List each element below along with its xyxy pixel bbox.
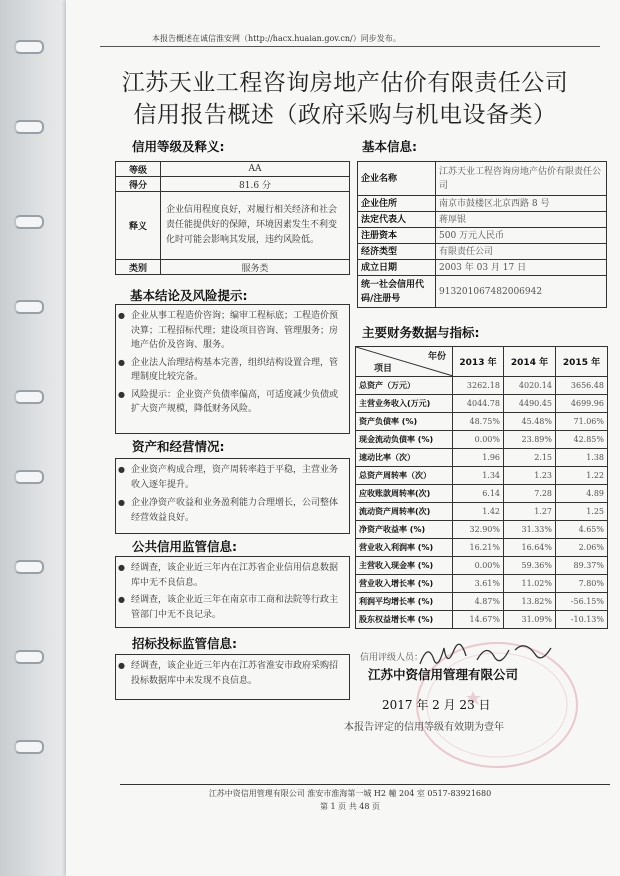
finance-value: 3262.18 bbox=[453, 377, 504, 395]
finance-label: 营业收入增长率 (%) bbox=[356, 575, 453, 593]
finance-row bbox=[356, 449, 608, 467]
public-credit-box bbox=[115, 556, 350, 628]
report-title-line1: 江苏天业工程咨询房地产估价有限责任公司 bbox=[121, 70, 569, 96]
finance-value: 7.80% bbox=[556, 575, 608, 593]
finance-row bbox=[356, 611, 608, 629]
operations-heading: 资产和经营情况: bbox=[132, 439, 225, 454]
finance-row bbox=[356, 413, 608, 431]
finance-label: 主营业务收入(万元) bbox=[356, 395, 453, 413]
report-date: 2017 年 2 月 23 日 bbox=[382, 698, 491, 712]
binder-ring bbox=[14, 215, 44, 229]
finance-value: 4020.14 bbox=[504, 377, 556, 395]
basic-label: 注册资本 bbox=[358, 228, 436, 244]
basic-label: 经济类型 bbox=[358, 244, 436, 260]
finance-value: 4490.45 bbox=[504, 395, 556, 413]
finance-value: 0.00% bbox=[453, 557, 504, 575]
finance-value: 42.85% bbox=[556, 431, 608, 449]
finance-row bbox=[356, 539, 608, 557]
grade-label: 等级 bbox=[116, 162, 161, 177]
category-value: 服务类 bbox=[161, 260, 350, 275]
year-header: 2014 年 bbox=[504, 347, 556, 377]
finance-heading: 主要财务数据与指标: bbox=[362, 325, 480, 340]
publication-notice: 本报告概述在诚信淮安网（http://hacx.huaian.gov.cn/）同步发布。 bbox=[152, 34, 401, 43]
finance-value: 45.48% bbox=[504, 413, 556, 431]
conclusion-item: ● 企业从事工程造价咨询；编审工程标底；工程造价预决算；工程招标代理；建设项目咨询、管理服务；房地产估价及咨询、服务。 bbox=[118, 311, 339, 350]
operations-box bbox=[115, 458, 350, 534]
binder-ring bbox=[14, 120, 44, 134]
finance-value: 3.61% bbox=[453, 575, 504, 593]
finance-label: 股东权益增长率 (%) bbox=[356, 611, 453, 629]
score-value: 81.6 分 bbox=[161, 177, 350, 192]
basic-info-heading: 基本信息: bbox=[362, 139, 417, 154]
finance-value: 4699.96 bbox=[556, 395, 608, 413]
grade-value: AA bbox=[161, 162, 350, 177]
finance-value: 32.90% bbox=[453, 521, 504, 539]
binder-ring bbox=[14, 300, 44, 314]
operations-item: ● 企业资产构成合理，资产周转率趋于平稳，主营业务收入逐年提升。 bbox=[118, 465, 339, 490]
public-credit-item: ● 经调查，该企业近三年内在江苏省企业信用信息数据库中无不良信息。 bbox=[118, 563, 339, 588]
finance-value: 71.06% bbox=[556, 413, 608, 431]
binder-ring bbox=[14, 390, 44, 404]
binder-ring bbox=[14, 40, 44, 54]
finance-value: 6.14 bbox=[453, 485, 504, 503]
finance-value: 11.02% bbox=[504, 575, 556, 593]
basic-value: 有限责任公司 bbox=[436, 244, 607, 260]
basic-value: 913201067482006942 bbox=[436, 276, 607, 308]
basic-value: 蒋厚银 bbox=[436, 212, 607, 228]
finance-row bbox=[356, 503, 608, 521]
basic-info-table bbox=[357, 161, 607, 308]
header-rule bbox=[100, 46, 600, 47]
conclusion-item: ● 企业法人治理结构基本完善，组织结构设置合理，管理制度比较完备。 bbox=[118, 357, 339, 382]
finance-value: 1.25 bbox=[556, 503, 608, 521]
category-label: 类别 bbox=[116, 260, 161, 275]
year-header: 2015 年 bbox=[556, 347, 608, 377]
finance-value: 2.06% bbox=[556, 539, 608, 557]
finance-value: 0.00% bbox=[453, 431, 504, 449]
finance-value: 16.21% bbox=[453, 539, 504, 557]
finance-row bbox=[356, 575, 608, 593]
finance-value: -10.13% bbox=[556, 611, 608, 629]
conclusion-box bbox=[115, 304, 350, 434]
finance-value: 7.28 bbox=[504, 485, 556, 503]
binder-ring bbox=[14, 560, 44, 574]
finance-row bbox=[356, 395, 608, 413]
finance-value: 4.87% bbox=[453, 593, 504, 611]
meaning-text: 企业信用程度良好，对履行相关经济和社会责任能提供好的保障，环境因素发生不利变化时可能会影响其发展，违约风险低。 bbox=[161, 192, 350, 260]
finance-row bbox=[356, 521, 608, 539]
finance-label: 速动比率（次） bbox=[356, 449, 453, 467]
finance-header-corner bbox=[356, 347, 453, 377]
finance-label: 净资产收益率 (%) bbox=[356, 521, 453, 539]
finance-label: 总资产周转率（次） bbox=[356, 467, 453, 485]
finance-label: 总资产（万元） bbox=[356, 377, 453, 395]
finance-label: 营业收入利润率 (%) bbox=[356, 539, 453, 557]
rating-table bbox=[115, 161, 350, 275]
finance-label: 流动资产周转率(次) bbox=[356, 503, 453, 521]
finance-value: -56.15% bbox=[556, 593, 608, 611]
meaning-label: 释义 bbox=[116, 192, 161, 260]
finance-value: 14.67% bbox=[453, 611, 504, 629]
footer-address: 江苏中资信用管理有限公司 淮安市淮海第一城 H2 幢 204 室 0517-83921680 bbox=[208, 789, 492, 798]
finance-row bbox=[356, 593, 608, 611]
finance-value: 13.82% bbox=[504, 593, 556, 611]
basic-label: 统一社会信用代码/注册号 bbox=[358, 276, 436, 308]
basic-value: 南京市鼓楼区北京西路 8 号 bbox=[436, 196, 607, 212]
score-label: 得分 bbox=[116, 177, 161, 192]
finance-value: 31.33% bbox=[504, 521, 556, 539]
finance-label: 资产负债率 (%) bbox=[356, 413, 453, 431]
basic-label: 法定代表人 bbox=[358, 212, 436, 228]
finance-value: 1.22 bbox=[556, 467, 608, 485]
finance-value: 48.75% bbox=[453, 413, 504, 431]
public-credit-heading: 公共信用监管信息: bbox=[132, 539, 237, 554]
finance-label: 现金流动负债率 (%) bbox=[356, 431, 453, 449]
finance-value: 1.23 bbox=[504, 467, 556, 485]
finance-value: 16.64% bbox=[504, 539, 556, 557]
finance-value: 4044.78 bbox=[453, 395, 504, 413]
item-axis-label: 项目 bbox=[374, 364, 393, 374]
binder-ring bbox=[14, 650, 44, 664]
basic-label: 企业住所 bbox=[358, 196, 436, 212]
finance-row bbox=[356, 557, 608, 575]
finance-value: 2.15 bbox=[504, 449, 556, 467]
finance-value: 3656.48 bbox=[556, 377, 608, 395]
report-title-line2: 信用报告概述（政府采购与机电设备类） bbox=[133, 102, 557, 128]
bidding-heading: 招标投标监管信息: bbox=[132, 636, 237, 651]
bidding-item: ● 经调查，该企业近三年内在江苏省淮安市政府采购招投标数据库中未发现不良信息。 bbox=[118, 661, 339, 686]
validity-note: 本报告评定的信用等级有效期为壹年 bbox=[344, 722, 504, 733]
finance-value: 23.89% bbox=[504, 431, 556, 449]
year-header: 2013 年 bbox=[453, 347, 504, 377]
finance-row bbox=[356, 377, 608, 395]
finance-label: 主营收入现金率 (%) bbox=[356, 557, 453, 575]
finance-label: 利润平均增长率 (%) bbox=[356, 593, 453, 611]
basic-value: 2003 年 03 月 17 日 bbox=[436, 260, 607, 276]
finance-value: 1.42 bbox=[453, 503, 504, 521]
basic-value: 江苏天业工程咨询房地产估价有限责任公司 bbox=[436, 162, 607, 196]
finance-label: 应收账款周转率(次) bbox=[356, 485, 453, 503]
footer-rule bbox=[120, 784, 610, 785]
finance-table bbox=[355, 346, 608, 629]
finance-value: 1.96 bbox=[453, 449, 504, 467]
evaluator-label: 信用评级人员： bbox=[360, 653, 424, 663]
finance-value: 31.09% bbox=[504, 611, 556, 629]
binder-ring bbox=[14, 740, 44, 754]
conclusion-item: ● 风险提示：企业资产负债率偏高，可适度减少负债或扩大资产规模，降低财务风险。 bbox=[118, 389, 339, 414]
finance-value: 89.37% bbox=[556, 557, 608, 575]
basic-value: 500 万元人民币 bbox=[436, 228, 607, 244]
page-number: 第 1 页 共 48 页 bbox=[320, 802, 380, 811]
year-axis-label: 年份 bbox=[427, 352, 446, 362]
binder-ring bbox=[14, 470, 44, 484]
bidding-box bbox=[115, 654, 350, 700]
finance-value: 59.36% bbox=[504, 557, 556, 575]
finance-row bbox=[356, 485, 608, 503]
finance-value: 4.89 bbox=[556, 485, 608, 503]
finance-row bbox=[356, 431, 608, 449]
conclusion-heading: 基本结论及风险提示: bbox=[130, 288, 248, 303]
basic-label: 成立日期 bbox=[358, 260, 436, 276]
basic-label: 企业名称 bbox=[358, 162, 436, 196]
finance-value: 1.27 bbox=[504, 503, 556, 521]
finance-value: 1.34 bbox=[453, 467, 504, 485]
rating-heading: 信用等级及释义: bbox=[132, 139, 225, 154]
operations-item: ● 企业净资产收益和业务盈利能力合理增长，公司整体经营效益良好。 bbox=[118, 498, 339, 523]
finance-row bbox=[356, 467, 608, 485]
finance-value: 1.38 bbox=[556, 449, 608, 467]
public-credit-item: ● 经调查，该企业近三年在南京市工商和法院等行政主管部门中无不良记录。 bbox=[118, 595, 339, 620]
finance-value: 4.65% bbox=[556, 521, 608, 539]
rating-company: 江苏中资信用管理有限公司 bbox=[368, 667, 519, 682]
